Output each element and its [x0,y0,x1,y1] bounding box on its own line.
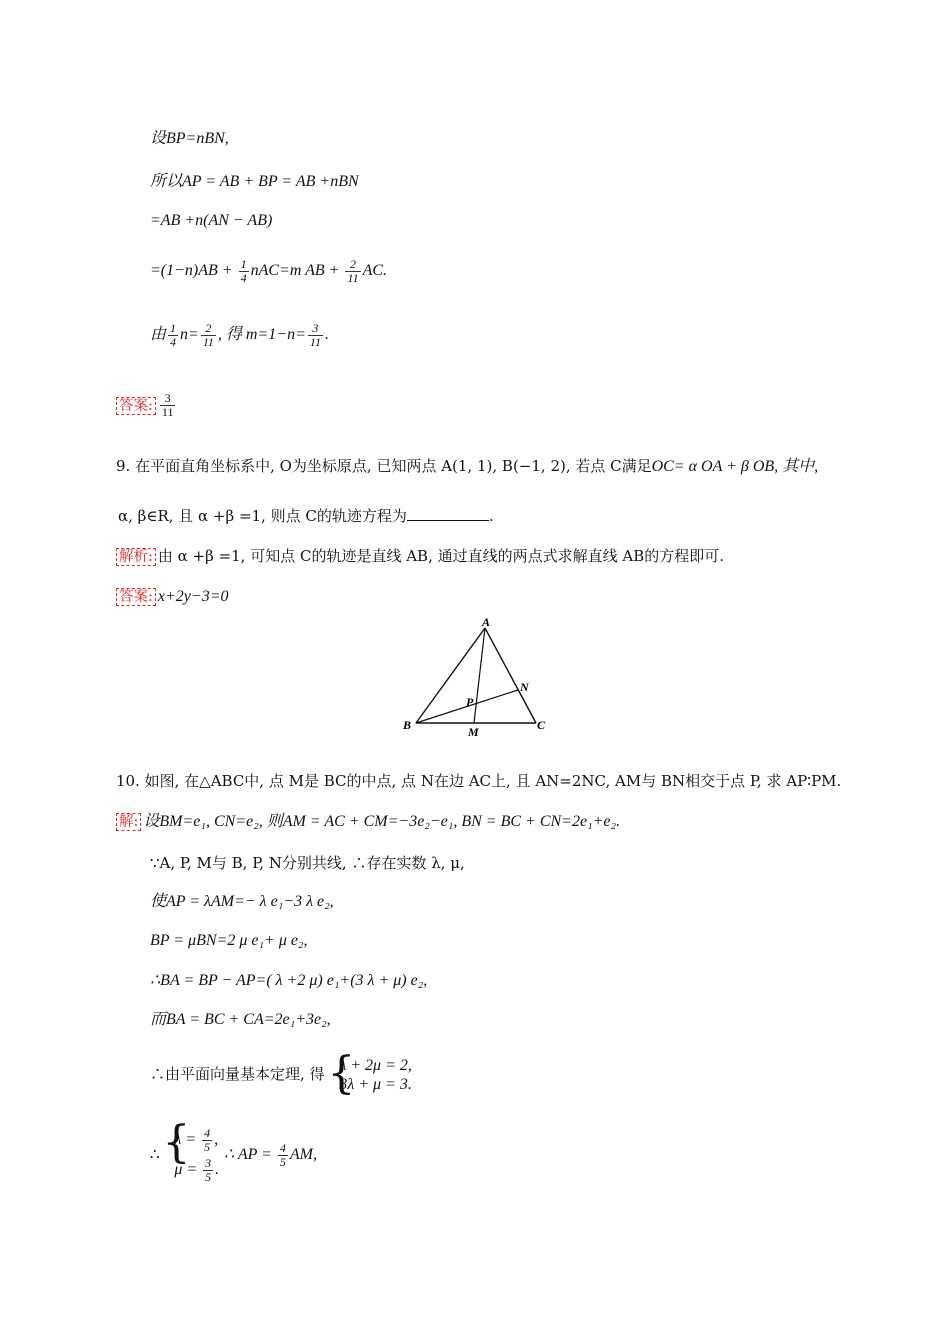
text-you: 由 [150,326,167,344]
fraction-2-11 [345,258,360,285]
triangle-figure [396,615,556,740]
solution-10-line-8 [150,1125,317,1185]
answer-blank [407,506,489,521]
fraction-denominator: 5 [205,1169,212,1184]
solution-10-line-6: 而BA = BC + CA=2e₁+3e₂, [150,1011,331,1028]
solution-system [164,1125,219,1185]
text-n-equals: n= [180,326,199,344]
question-9-vector-expr: OC= α OA + β OB, 其中, [651,458,819,475]
line-ap-expansion: 所以AP = AB + BP = AB +nBN [150,173,359,190]
fraction-1-4 [239,258,249,285]
expr-part-c: AB + [305,262,344,280]
edge-ac [485,628,536,723]
fraction-3-11 [308,322,323,349]
line-ab-ac-combination [150,258,387,285]
fraction-denominator: 11 [347,271,359,285]
fraction-denominator: 11 [202,335,214,349]
fraction-numerator: 4 [204,1125,211,1140]
period: . [215,1161,220,1178]
fraction-denominator: 11 [161,405,174,419]
question-10: 10. 如图, 在△ABC中, 点 M是 BC的中点, 点 N在边 AC上, 且 AN=2NC, AM与 BN相交于点 P, 求 AP∶PM. [116,772,842,790]
label-c: C [537,718,546,732]
question-9-line-2 [118,505,494,527]
fraction-denominator: 11 [309,335,321,349]
fraction-numerator: 2 [350,257,356,271]
fraction-2-11 [201,322,216,349]
solution-10-line-3: 使AP = λAM=− λ e₁−3 λ e₂, [150,893,334,910]
fraction-numerator: 4 [279,1140,286,1155]
expr-part-d: AC. [362,262,388,280]
answer-tag: 答案: [116,588,156,606]
fraction-numerator: 3 [312,321,319,335]
solution-10-line-7 [150,1056,412,1094]
question-9-line-1 [116,455,818,478]
expr-part-a: =(1−n)AB + [150,262,237,280]
answer-8 [116,392,177,419]
system-intro: ∴由平面向量基本定理, 得 [150,1065,325,1083]
analysis-9 [116,545,724,568]
fraction-1-4 [168,322,178,349]
fraction-denominator: 4 [170,335,177,349]
fraction-3-5 [203,1157,213,1184]
label-m: M [468,725,479,739]
line-set-bp: 设BP=nBN, [150,130,229,147]
fraction-numerator: 2 [205,321,212,335]
question-9-condition: α, β∈R, 且 α +β =1, 则点 C的轨迹方程为 [118,507,407,525]
analysis-tag: 解析: [116,548,156,566]
fraction-denominator: 5 [279,1154,286,1169]
line-ab-plus-n: =AB +n(AN − AB) [150,212,273,229]
fraction-numerator: 1 [240,257,247,271]
answer-text: x+2y−3=0 [157,588,229,605]
solution-10-line-2: ∵A, P, M与 B, P, N分别共线, ∴存在实数 λ, μ, [150,854,465,872]
expr-part-b: nAC=m [250,262,302,280]
mu-solution [174,1155,219,1185]
label-n: N [520,680,529,694]
fraction-3-11 [160,392,176,419]
median-am [474,628,485,723]
solution-10-line-4: BP = μBN=2 μ e₁+ μ e₂, [150,932,308,949]
line-solve-n [150,322,329,349]
comma: , [214,1131,219,1148]
equation-system [329,1056,412,1094]
equation-2: 3λ + μ = 3. [339,1076,412,1093]
solution-tag: 解: [116,813,141,831]
lambda-label: λ = [174,1131,201,1148]
solution-10-line-5: ∴BA = BP − AP=( λ +2 μ) e₁+(3 λ + μ) e₂, [150,972,428,989]
ap-suffix: AM, [289,1146,317,1163]
answer-9 [116,585,228,608]
fraction-numerator: 1 [170,321,177,335]
analysis-text: 由 α +β =1, 可知点 C的轨迹是直线 AB, 通过直线的两点式求解直线 AB的方程即可. [157,547,725,565]
edge-ab [416,628,485,723]
fraction-numerator: 3 [205,1155,212,1170]
solution-10-line-1 [116,810,620,833]
label-a: A [482,615,491,629]
equation-1: { λ + 2μ = 2, [339,1057,412,1074]
fraction-denominator: 4 [240,271,247,285]
therefore-symbol: ∴ [150,1145,160,1163]
label-b: B [403,718,412,732]
answer-tag: 答案: [116,397,156,415]
label-p: P [466,695,474,709]
ap-result [223,1140,317,1169]
fraction-numerator: 3 [164,391,171,405]
text-get-m: , 得 m=1−n= [217,326,306,344]
lambda-solution [174,1125,219,1155]
solution-text: 设BM=e₁, CN=e₂, 则AM = AC + CM=−3e₂−e₁, BN = BC + CN=2e₁+e₂. [143,813,621,830]
question-9-text: 9. 在平面直角坐标系中, O为坐标原点, 已知两点 A(1, 1), B(−1, 2), 若点 C满足 [116,457,652,475]
text-period: . [324,326,329,344]
fraction-4-5 [278,1142,288,1169]
question-9-period: . [488,507,494,525]
fraction-denominator: 5 [204,1139,211,1154]
ap-prefix: ∴ AP = [223,1146,276,1163]
fraction-4-5 [202,1127,212,1154]
mu-label: μ = [174,1161,202,1178]
